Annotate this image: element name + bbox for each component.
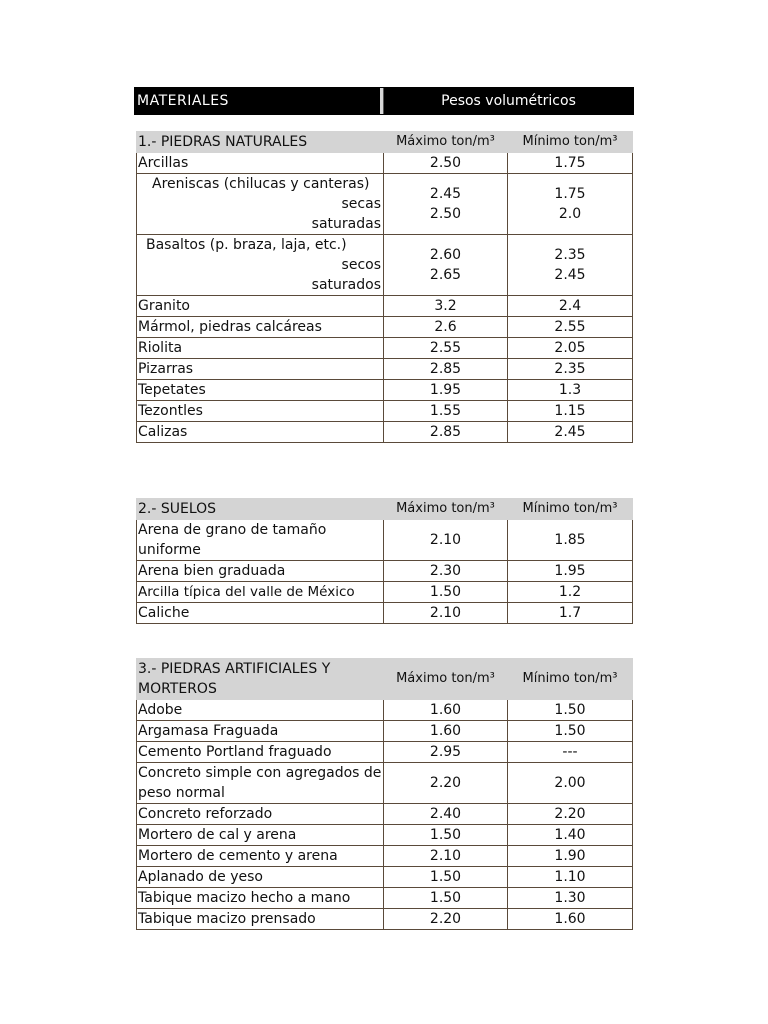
max-value: 1.50 [384,582,508,603]
min-value: 2.55 [508,317,633,338]
max-value [384,174,508,235]
table-row [137,825,633,846]
material-name: Arena de grano de tamaño uniforme [137,520,384,561]
section-header [137,659,633,700]
col-max: Máximo ton/m³ [384,659,508,700]
max-value: 1.60 [384,700,508,721]
max-value: 1.55 [384,401,508,422]
max-value: 1.50 [384,825,508,846]
min-value: --- [508,742,633,763]
material-name: Arena bien graduada [137,561,384,582]
material-sub: secas [341,196,381,212]
material-name: Adobe [137,700,384,721]
max-value-2: 2.65 [429,267,462,283]
min-value: 2.05 [508,338,633,359]
max-value: 2.50 [384,153,508,174]
max-value: 2.6 [384,317,508,338]
min-value: 1.50 [508,721,633,742]
min-value: 1.2 [508,582,633,603]
min-value: 1.50 [508,700,633,721]
material-name: Argamasa Fraguada [137,721,384,742]
max-value: 2.10 [384,603,508,624]
table-row [137,296,633,317]
min-value-2: 2.45 [554,267,586,283]
table-row [137,867,633,888]
min-value: 1.7 [508,603,633,624]
min-value: 1.90 [508,846,633,867]
max-value: 3.2 [384,296,508,317]
table-suelos [136,498,633,624]
material-name: Concreto simple con agregados de peso normal [137,763,384,804]
col-min: Mínimo ton/m³ [508,499,633,520]
max-value: 2.20 [384,763,508,804]
material-name: Caliche [137,603,384,624]
max-value: 2.85 [384,422,508,443]
table-row [137,888,633,909]
material-name: Aplanado de yeso [137,867,384,888]
material-sub: saturados [311,277,381,293]
table-row [137,804,633,825]
table-row [137,721,633,742]
material-sub: secos [341,257,381,273]
main-header [134,87,634,115]
table-row [137,235,633,296]
min-value-2: 2.0 [558,206,582,222]
max-value: 1.50 [384,888,508,909]
max-value: 2.20 [384,909,508,930]
min-value: 1.3 [508,380,633,401]
col-min: Mínimo ton/m³ [508,132,633,153]
table-row [137,582,633,603]
min-value: 1.10 [508,867,633,888]
material-name [137,235,384,296]
material-name: Mortero de cemento y arena [137,846,384,867]
min-value: 1.60 [508,909,633,930]
header-materiales: MATERIALES [135,88,383,114]
material-name: Granito [137,296,384,317]
max-value: 1.60 [384,721,508,742]
table-row [137,561,633,582]
material-name-main: Basaltos (p. braza, laja, etc.) [146,237,347,253]
material-name [137,174,384,235]
material-name: Tezontles [137,401,384,422]
table-row [137,763,633,804]
table-row [137,338,633,359]
min-value: 1.75 [508,153,633,174]
material-name: Concreto reforzado [137,804,384,825]
max-value: 2.85 [384,359,508,380]
table-row [137,846,633,867]
min-value [508,174,633,235]
max-value [384,235,508,296]
table-row [137,153,633,174]
col-min: Mínimo ton/m³ [508,659,633,700]
material-name: Riolita [137,338,384,359]
material-name: Cemento Portland fraguado [137,742,384,763]
table-row [137,174,633,235]
table-row [137,401,633,422]
table-row [137,700,633,721]
max-value: 2.30 [384,561,508,582]
max-value: 2.40 [384,804,508,825]
section-title: 3.- PIEDRAS ARTIFICIALES Y MORTEROS [137,659,384,700]
material-name: Arcilla típica del valle de México [137,582,384,603]
max-value: 2.55 [384,338,508,359]
table-row [137,603,633,624]
max-value: 1.50 [384,867,508,888]
table-row [137,909,633,930]
section-header [137,132,633,153]
min-value: 2.00 [508,763,633,804]
min-value: 2.45 [508,422,633,443]
min-value: 1.95 [508,561,633,582]
min-value: 2.35 [508,359,633,380]
table-row [137,380,633,401]
min-value-1: 1.75 [554,186,586,202]
min-value-1: 2.35 [554,247,586,263]
max-value-2: 2.50 [429,206,462,222]
material-name: Tabique macizo hecho a mano [137,888,384,909]
min-value: 1.40 [508,825,633,846]
col-max: Máximo ton/m³ [384,132,508,153]
table-row [137,359,633,380]
material-name: Tabique macizo prensado [137,909,384,930]
max-value: 2.10 [384,520,508,561]
material-name: Arcillas [137,153,384,174]
material-name: Tepetates [137,380,384,401]
col-max: Máximo ton/m³ [384,499,508,520]
table-row [137,742,633,763]
table-row [137,317,633,338]
header-pesos: Pesos volumétricos [383,88,633,114]
max-value: 2.95 [384,742,508,763]
min-value: 2.4 [508,296,633,317]
max-value: 1.95 [384,380,508,401]
section-title: 2.- SUELOS [137,499,384,520]
min-value: 1.85 [508,520,633,561]
table-piedras-naturales [136,131,633,443]
section-title: 1.- PIEDRAS NATURALES [137,132,384,153]
min-value: 1.30 [508,888,633,909]
min-value [508,235,633,296]
max-value-1: 2.60 [429,247,462,263]
material-name: Mármol, piedras calcáreas [137,317,384,338]
section-header [137,499,633,520]
max-value-1: 2.45 [429,186,462,202]
table-row [137,520,633,561]
material-name-main: Areniscas (chilucas y canteras) [152,176,370,192]
table-piedras-artificiales [136,658,633,930]
min-value: 1.15 [508,401,633,422]
table-row [137,422,633,443]
max-value: 2.10 [384,846,508,867]
min-value: 2.20 [508,804,633,825]
material-sub: saturadas [311,216,381,232]
material-name: Mortero de cal y arena [137,825,384,846]
material-name: Calizas [137,422,384,443]
material-name: Pizarras [137,359,384,380]
